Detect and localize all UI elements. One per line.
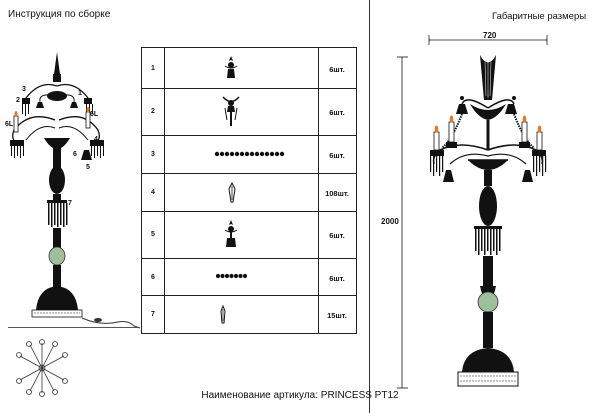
table-row (142, 89, 356, 136)
label-part-3: 3 (22, 86, 26, 93)
part-quantity: 15шт. (327, 311, 347, 320)
table-row (142, 48, 356, 89)
table-row (142, 212, 356, 259)
part-quantity: 108шт. (325, 189, 349, 198)
assembly-lamp-drawing (0, 0, 140, 330)
label-6l-right: 6L (90, 111, 99, 118)
dimensions-lamp-drawing (370, 0, 600, 400)
finial-icon (221, 220, 241, 250)
part-quantity: 6шт. (329, 65, 345, 74)
long-bead-chain-icon (214, 150, 284, 158)
parts-table (141, 47, 357, 334)
label-part-2: 2 (16, 97, 20, 104)
label-part-7: 7 (68, 200, 72, 207)
part-number: 5 (151, 231, 155, 238)
crystal-pendant-icon (220, 94, 242, 128)
table-row (142, 296, 356, 333)
part-quantity: 6шт. (329, 108, 345, 117)
part-number: 1 (151, 65, 155, 72)
table-row (142, 259, 356, 296)
short-bead-chain-icon (215, 272, 249, 280)
part-quantity: 6шт. (329, 231, 345, 240)
part-number: 6 (151, 274, 155, 281)
table-row (142, 174, 356, 212)
table-row (142, 136, 356, 174)
dimension-height: 2000 (381, 217, 399, 226)
label-part-4: 4 (94, 136, 98, 143)
prism-drop-icon (220, 306, 226, 324)
part-number: 7 (151, 311, 155, 318)
assembly-instructions-title: Инструкция по сборке (8, 9, 111, 20)
floor-line (8, 327, 138, 328)
label-part-6: 6 (73, 151, 77, 158)
finial-icon (221, 56, 241, 80)
label-6l-left: 6L (5, 121, 14, 128)
part-quantity: 6шт. (329, 151, 345, 160)
dimensions-title: Габаритные размеры (492, 11, 587, 22)
article-name: Наименование артикула: PRINCESS PT12 (201, 390, 399, 401)
label-part-5: 5 (86, 164, 90, 171)
prism-drop-icon (228, 183, 236, 203)
part-number: 4 (151, 189, 155, 196)
dimension-width: 720 (483, 31, 497, 40)
part-quantity: 6шт. (329, 274, 345, 283)
label-part-1: 1 (78, 90, 82, 97)
part-number: 3 (151, 151, 155, 158)
part-number: 2 (151, 108, 155, 115)
top-view-schematic (12, 338, 72, 398)
